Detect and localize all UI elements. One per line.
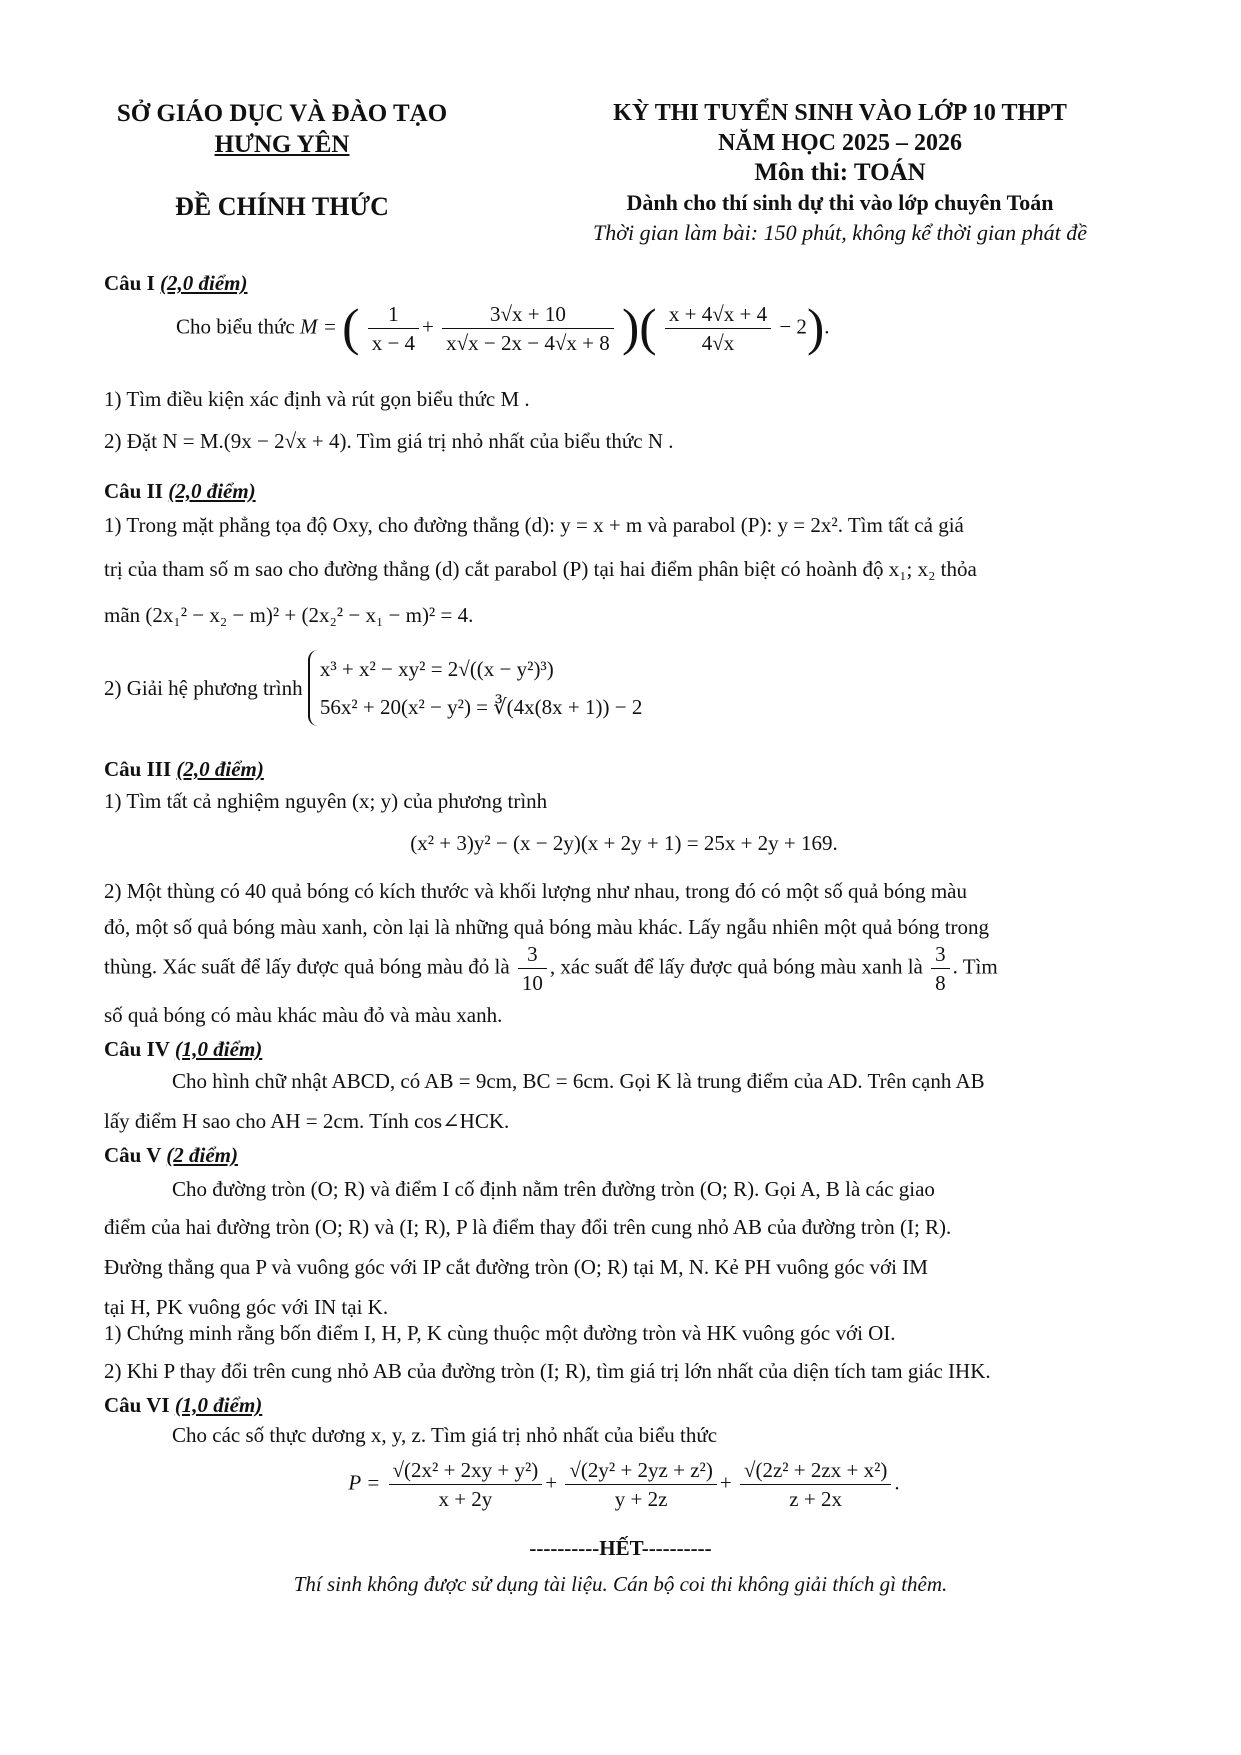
question-2-part-1a: 1) Trong mặt phẳng tọa độ Oxy, cho đường thẳng (d): y = x + m và parabol (P): y = 2x². Tìm tất cả giá — [104, 513, 964, 537]
question-3-part-2b: đỏ, một số quả bóng màu xanh, còn lại là những quả bóng màu khác. Lấy ngẫu nhiên một quả bóng trong — [104, 915, 990, 939]
question-2-part-1b: trị của tham số m sao cho đường thẳng (d) cắt parabol (P) tại hai điểm phân biệt có hoành độ x₁; x₂ thỏa — [104, 557, 977, 581]
question-5-title: Câu V (2 điểm) — [104, 1143, 238, 1167]
equation-1: x³ + x² − xy² = 2√((x − y²)³) — [319, 657, 554, 681]
term-1: $\frac{\text{√(2x² + 2xy + y²)}}{x + 2y}$ — [389, 1456, 543, 1513]
question-5-line-3: Đường thẳng qua P và vuông góc với IP cắt đường tròn (O; R) tại M, N. Kẻ PH vuông góc với IM — [104, 1255, 928, 1279]
school-year: NĂM HỌC 2025 – 2026 — [718, 130, 962, 156]
question-2-part-1c: mãn (2x₁² − x₂ − m)² + (2x₂² − x₁ − m)² = 4. — [104, 603, 474, 627]
question-5-line-4: tại H, PK vuông góc với IN tại K. — [104, 1295, 389, 1319]
end-marker: ----------HẾT---------- — [529, 1536, 712, 1560]
question-6-expression: P = $\frac{\text{√(2x² + 2xy + y²)}}{x + 2y}$ + $\frac{\text{√(2y² + 2yz + z²)}}{y + 2z}$ + $\frac{\text{√(2z² + 2zx + x²)}}{z + 2x}$ . — [348, 1458, 900, 1511]
official-label: ĐỀ CHÍNH THỨC — [175, 192, 389, 221]
province-name: HƯNG YÊN — [214, 131, 350, 158]
question-5-line-1: Cho đường tròn (O; R) và điểm I cố định nằm trên đường tròn (O; R). Gọi A, B là các giao — [172, 1177, 935, 1201]
exam-note: Thí sinh không được sử dụng tài liệu. Cán bộ coi thi không giải thích gì thêm. — [293, 1572, 948, 1596]
question-3-title: Câu III (2,0 điểm) — [104, 757, 264, 781]
question-1 — [104, 270, 1144, 296]
question-1-expression: Cho biểu thức M = ( $\frac{1}{x - 4}$ + $\frac{3√x + 10}{x√x - 2x - 4√x + 8}$ )( $\frac{x + 4√x + 4}{4√x}$ − 2). — [176, 299, 830, 357]
probability-blue: $\frac{3}{8}$ — [931, 940, 950, 997]
question-4-line-1: Cho hình chữ nhật ABCD, có AB = 9cm, BC = 6cm. Gọi K là trung điểm của AD. Trên cạnh AB — [172, 1069, 985, 1093]
exam-time: Thời gian làm bài: 150 phút, không kể thời gian phát đề — [592, 220, 1087, 245]
header-left — [92, 98, 472, 222]
fraction-1: $\frac{1}{x - 4}$ — [368, 300, 419, 357]
question-6-title: Câu VI (1,0 điểm) — [104, 1393, 263, 1417]
exam-title: KỲ THI TUYỂN SINH VÀO LỚP 10 THPT — [613, 100, 1067, 126]
question-4-title: Câu IV (1,0 điểm) — [104, 1037, 263, 1061]
exam-subject: Môn thi: TOÁN — [754, 159, 926, 186]
header-right — [520, 98, 1160, 248]
question-3-part-2a: 2) Một thùng có 40 quả bóng có kích thước và khối lượng như nhau, trong đó có một số quả bóng màu — [104, 879, 967, 903]
question-3-part-2c: thùng. Xác suất để lấy được quả bóng màu đỏ là $\frac{3}{10}$ , xác suất để lấy được quả bóng màu xanh là $\frac{3}{8}$ . Tìm — [104, 942, 998, 995]
question-4-line-2: lấy điểm H sao cho AH = 2cm. Tính cos∠HCK. — [104, 1109, 510, 1133]
equation-2: 56x² + 20(x² − y²) = ∛(4x(8x + 1)) − 2 — [319, 695, 643, 719]
question-3-part-2d: số quả bóng có màu khác màu đỏ và màu xanh. — [104, 1003, 503, 1027]
question-6-line-1: Cho các số thực dương x, y, z. Tìm giá trị nhỏ nhất của biểu thức — [172, 1423, 718, 1447]
term-2: $\frac{\text{√(2y² + 2yz + z²)}}{y + 2z}$ — [565, 1456, 716, 1513]
equation-system — [308, 650, 642, 726]
exam-audience: Dành cho thí sinh dự thi vào lớp chuyên Toán — [626, 190, 1054, 215]
question-2-part-2: 2) Giải hệ phương trình x³ + x² − xy² = 2√((x − y²)³) 56x² + 20(x² − y²) = ∛(4x(8x + 1)) − 2 — [104, 650, 1144, 726]
fraction-2: $\frac{3√x + 10}{x√x - 2x - 4√x + 8}$ — [442, 300, 614, 357]
department-name: SỞ GIÁO DỤC VÀ ĐÀO TẠO — [116, 100, 448, 127]
question-2-title: Câu II (2,0 điểm) — [104, 479, 256, 503]
question-1-part-1: 1) Tìm điều kiện xác định và rút gọn biểu thức M . — [104, 387, 530, 411]
question-3-equation: (x² + 3)y² − (x − 2y)(x + 2y + 1) = 25x + 2y + 169. — [410, 831, 838, 855]
question-5-part-2: 2) Khi P thay đổi trên cung nhỏ AB của đường tròn (I; R), tìm giá trị lớn nhất của diện tích tam giác IHK. — [104, 1359, 991, 1383]
question-3-part-1: 1) Tìm tất cả nghiệm nguyên (x; y) của phương trình — [104, 789, 548, 813]
fraction-3: $\frac{x + 4√x + 4}{4√x}$ — [665, 300, 771, 357]
question-1-title: Câu I (2,0 điểm) — [104, 271, 248, 295]
term-3: $\frac{\text{√(2z² + 2zx + x²)}}{z + 2x}$ — [740, 1456, 891, 1513]
question-1-part-2: 2) Đặt N = M.(9x − 2√x + 4). Tìm giá trị nhỏ nhất của biểu thức N . — [104, 429, 674, 453]
question-5-line-2: điểm của hai đường tròn (O; R) và (I; R), P là điểm thay đổi trên cung nhỏ AB của đường tròn (I; R). — [104, 1215, 952, 1239]
probability-red: $\frac{3}{10}$ — [518, 940, 547, 997]
question-5-part-1: 1) Chứng minh rằng bốn điểm I, H, P, K cùng thuộc một đường tròn và HK vuông góc với OI. — [104, 1321, 896, 1345]
